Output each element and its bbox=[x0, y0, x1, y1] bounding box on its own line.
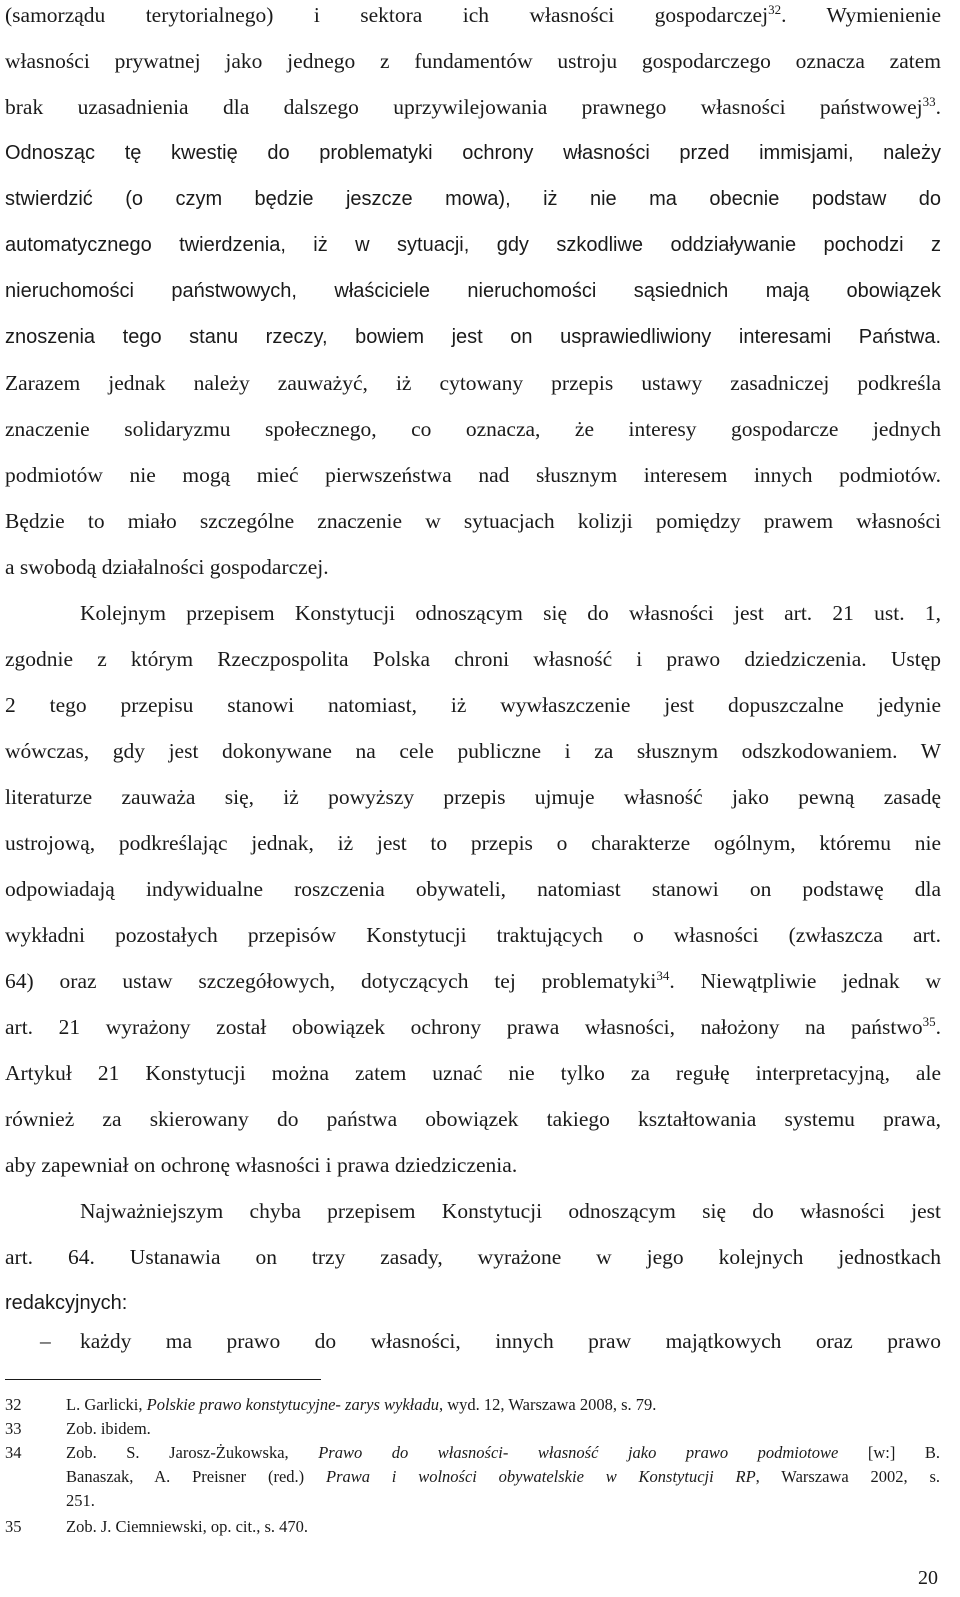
footnote-number: 35 bbox=[5, 1517, 22, 1536]
text-line: Najważniejszym chyba przepisem Konstytucji odnoszącym się do własności jest bbox=[80, 1199, 941, 1223]
text-line: redakcyjnych: bbox=[5, 1292, 128, 1314]
list-item-text: każdy ma prawo do własności, innych praw majątkowych oraz prawo bbox=[80, 1329, 941, 1353]
text-line: brak uzasadnienia dla dalszego uprzywilejowania prawnego własności państwowej$^{33}$. bbox=[5, 93, 941, 119]
text-line: podmiotów nie mogą mieć pierwszeństwa nad słusznym interesem innych podmiotów. bbox=[5, 463, 941, 487]
footnote-number: 33 bbox=[5, 1419, 22, 1438]
text-line: Będzie to miało szczególne znaczenie w sytuacjach kolizji pomiędzy prawem własności bbox=[5, 509, 941, 533]
text-line: 64) oraz ustaw szczegółowych, dotyczących tej problematyki$^{34}$. Niewątpliwie jednak w bbox=[5, 967, 941, 993]
text-line: ustrojową, podkreślając jednak, iż jest to przepis o charakterze ogólnym, któremu nie bbox=[5, 831, 941, 855]
text-line: Odnosząc tę kwestię do problematyki ochrony własności przed immisjami, należy bbox=[5, 142, 941, 164]
text-line: literaturze zauważa się, iż powyższy przepis ujmuje własność jako pewną zasadę bbox=[5, 785, 941, 809]
text-line: Zarazem jednak należy zauważyć, iż cytowany przepis ustawy zasadniczej podkreśla bbox=[5, 371, 941, 395]
footnote-33: Zob. ibidem. bbox=[66, 1419, 151, 1438]
footnote-34-line-3: 251. bbox=[66, 1491, 95, 1510]
footnote-number: 34 bbox=[5, 1443, 22, 1462]
text-line: odpowiadają indywidualne roszczenia obywateli, natomiast stanowi on podstawę dla bbox=[5, 877, 941, 901]
text-line: aby zapewniał on ochronę własności i prawa dziedziczenia. bbox=[5, 1153, 518, 1177]
text-line: zgodnie z którym Rzeczpospolita Polska chroni własność i prawo dziedziczenia. Ustęp bbox=[5, 647, 941, 671]
text-line: Kolejnym przepisem Konstytucji odnoszącym się do własności jest art. 21 ust. 1, bbox=[80, 601, 941, 625]
text-line: (samorządu terytorialnego) i sektora ich własności gospodarczej$^{32}$. Wymienienie bbox=[5, 1, 942, 27]
text-line: a swobodą działalności gospodarczej. bbox=[5, 555, 329, 579]
text-line: również za skierowany do państwa obowiązek takiego kształtowania systemu prawa, bbox=[5, 1107, 941, 1131]
footnote-35: Zob. J. Ciemniewski, op. cit., s. 470. bbox=[66, 1517, 308, 1536]
footnote-separator bbox=[5, 1379, 321, 1380]
list-bullet-dash: – bbox=[40, 1329, 51, 1353]
text-line: nieruchomości państwowych, właściciele nieruchomości sąsiednich mają obowiązek bbox=[5, 280, 941, 302]
text-line: własności prywatnej jako jednego z fundamentów ustroju gospodarczego oznacza zatem bbox=[5, 49, 941, 73]
page-number: 20 bbox=[918, 1567, 938, 1589]
footnote-34-line-1: Zob. S. Jarosz-Żukowska, Prawo do własności- własność jako prawo podmiotowe [w:] B. bbox=[66, 1443, 940, 1462]
footnote-34-line-2: Banaszak, A. Preisner (red.) Prawa i wolności obywatelskie w Konstytucji RP, Warszawa 2002, s. bbox=[66, 1467, 940, 1486]
text-line: art. 21 wyrażony został obowiązek ochrony prawa własności, nałożony na państwo$^{35}$. bbox=[5, 1013, 941, 1039]
footnote-number: 32 bbox=[5, 1395, 22, 1414]
text-line: Artykuł 21 Konstytucji można zatem uznać nie tylko za regułę interpretacyjną, ale bbox=[5, 1061, 941, 1085]
text-line: automatycznego twierdzenia, iż w sytuacji, gdy szkodliwe oddziaływanie pochodzi z bbox=[5, 234, 941, 256]
footnote-ref: 35 bbox=[922, 1013, 936, 1029]
text-line: 2 tego przepisu stanowi natomiast, iż wywłaszczenie jest dopuszczalne jedynie bbox=[5, 693, 941, 717]
text-line: art. 64. Ustanawia on trzy zasady, wyrażone w jego kolejnych jednostkach bbox=[5, 1245, 941, 1269]
footnote-ref: 34 bbox=[656, 967, 670, 983]
text-line: znaczenie solidaryzmu społecznego, co oznacza, że interesy gospodarcze jednych bbox=[5, 417, 941, 441]
text-line: wówczas, gdy jest dokonywane na cele publiczne i za słusznym odszkodowaniem. W bbox=[5, 739, 941, 763]
footnote-32: L. Garlicki, Polskie prawo konstytucyjne- zarys wykładu, wyd. 12, Warszawa 2008, s. 79. bbox=[66, 1395, 657, 1414]
text-line: znoszenia tego stanu rzeczy, bowiem jest on usprawiedliwiony interesami Państwa. bbox=[5, 326, 941, 348]
text-line: wykładni pozostałych przepisów Konstytucji traktujących o własności (zwłaszcza art. bbox=[5, 923, 941, 947]
text-line: stwierdzić (o czym będzie jeszcze mowa), iż nie ma obecnie podstaw do bbox=[5, 188, 941, 210]
footnote-ref: 32 bbox=[768, 1, 782, 17]
footnote-ref: 33 bbox=[922, 93, 936, 109]
